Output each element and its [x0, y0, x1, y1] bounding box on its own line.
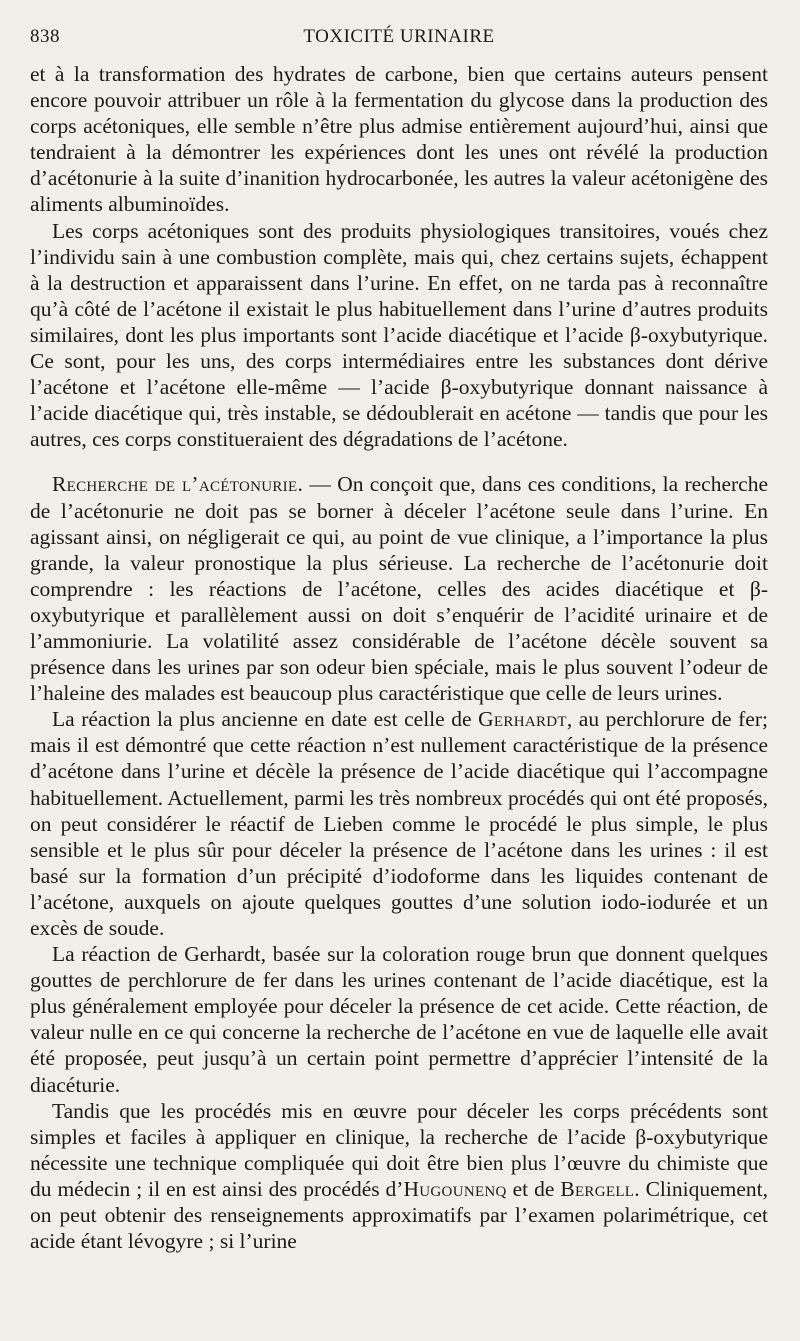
paragraph-4-text-b: , au perchlorure de fer; mais il est démontré que cette réaction n’est nullement caractéristique de la présence d’acétone dans l’urine et décèle la présence de l’acide diacétique qui l’accompagne habituellement. Actuellement, parmi les très nombreux procédés qui ont été proposés, on peut considérer le réactif de Lieben comme le procédé le plus simple, le plus sensible et le plus sûr pour déceler la présence de l’acétone dans les urines : il est basé sur la formation d’un précipité d’iodoforme dans les liquides contenant de l’acétone, auxquels on ajoute quelques gouttes d’une solution iodo-iodurée et un excès de soude.	[30, 707, 768, 940]
paragraph-6-text-a: Tandis que les procédés mis en œuvre pour déceler les corps précédents sont simples et faciles à appliquer en clinique, la recherche de l’acide β-oxybutyrique nécessite une technique compliquée qui doit être bien plus l’œuvre du chimiste que du médecin ; il en est ainsi des procédés d’	[30, 1098, 768, 1201]
paragraph-4	[30, 706, 768, 941]
author-name-bergell: Bergell	[560, 1176, 635, 1201]
paragraph-6-text-b: et de	[506, 1176, 561, 1201]
paragraph-3-text: — On conçoit que, dans ces conditions, la recherche de l’acétonurie ne doit pas se borner à déceler l’acétone seule dans l’urine. En agissant ainsi, on négligerait ce qui, au point de vue clinique, a l’importance la plus grande, la valeur pronostique la plus sérieuse. La recherche de l’acétonurie doit comprendre : les réactions de l’acétone, celles des acides diacétique et β-oxybutyrique et parallèlement aussi on doit s’enquérir de l’acidité urinaire et de l’ammoniurie. La volatilité assez considérable de l’acétone décèle souvent sa présence dans les urines par son odeur bien spéciale, mais le plus souvent l’odeur de l’haleine des malades est beaucoup plus caractéristique que celle de leurs urines.	[30, 472, 768, 706]
paragraph-6-text-c: . Cliniquement, on peut obtenir des renseignements approximatifs par l’examen polarimétrique, cet acide étant lévogyre ; si l’urine	[30, 1176, 768, 1254]
page-number: 838	[30, 26, 60, 47]
paragraph-5: La réaction de Gerhardt, basée sur la coloration rouge brun que donnent quelques gouttes de perchlorure de fer dans les urines contenant de l’acide diacétique, est la plus généralement employée pour déceler la présence de cet acide. Cette réaction, de valeur nulle en ce qui concerne la recherche de l’acétone en vue de laquelle elle avait été proposée, peut jusqu’à un certain point permettre d’apprécier l’intensité de la diacéturie.	[30, 942, 768, 1097]
body-text	[30, 61, 768, 1254]
paragraph-2: Les corps acétoniques sont des produits physiologiques transitoires, voués chez l’individu sain à une combustion complète, mais qui, chez certains sujets, échappent à la destruction et apparaissent dans l’urine. En effet, on ne tarda pas à reconnaître qu’à côté de l’acétone il existait le plus habituellement dans l’urine d’autres produits similaires, dont les plus importants sont l’acide diacétique et l’acide β-oxybutyrique. Ce sont, pour les uns, des corps intermédiaires entre les substances dont dérive l’acétone et l’acétone elle-même — l’acide β-oxybutyrique donnant naissance à l’acide diacétique qui, très instable, se dédoublerait en acétone — tandis que pour les autres, ces corps constitueraient des dégradations de l’acétone.	[30, 218, 768, 452]
paragraph-4-text-a: La réaction la plus ancienne en date est celle de	[52, 707, 479, 732]
page-header	[30, 22, 768, 52]
author-name-hugounenq: Hugounenq	[403, 1176, 507, 1201]
paragraph-1: et à la transformation des hydrates de carbone, bien que certains auteurs pensent encore pouvoir attribuer un rôle à la fermentation du glycose dans la production des corps acétoniques, elle semble n’être plus admise entièrement aujourd’hui, ainsi que tendraient à la démontrer les expériences dont les unes ont révélé la production d’acétonurie à la suite d’inanition hydrocarbonée, les autres la valeur acétonigène des aliments albuminoïdes.	[30, 62, 768, 217]
paragraph-6	[30, 1098, 768, 1255]
author-name-gerhardt: Gerhardt	[478, 707, 567, 732]
paragraph-3	[30, 471, 768, 706]
running-title: TOXICITÉ URINAIRE	[303, 26, 495, 47]
section-heading: Recherche de l’acétonurie.	[52, 472, 304, 497]
